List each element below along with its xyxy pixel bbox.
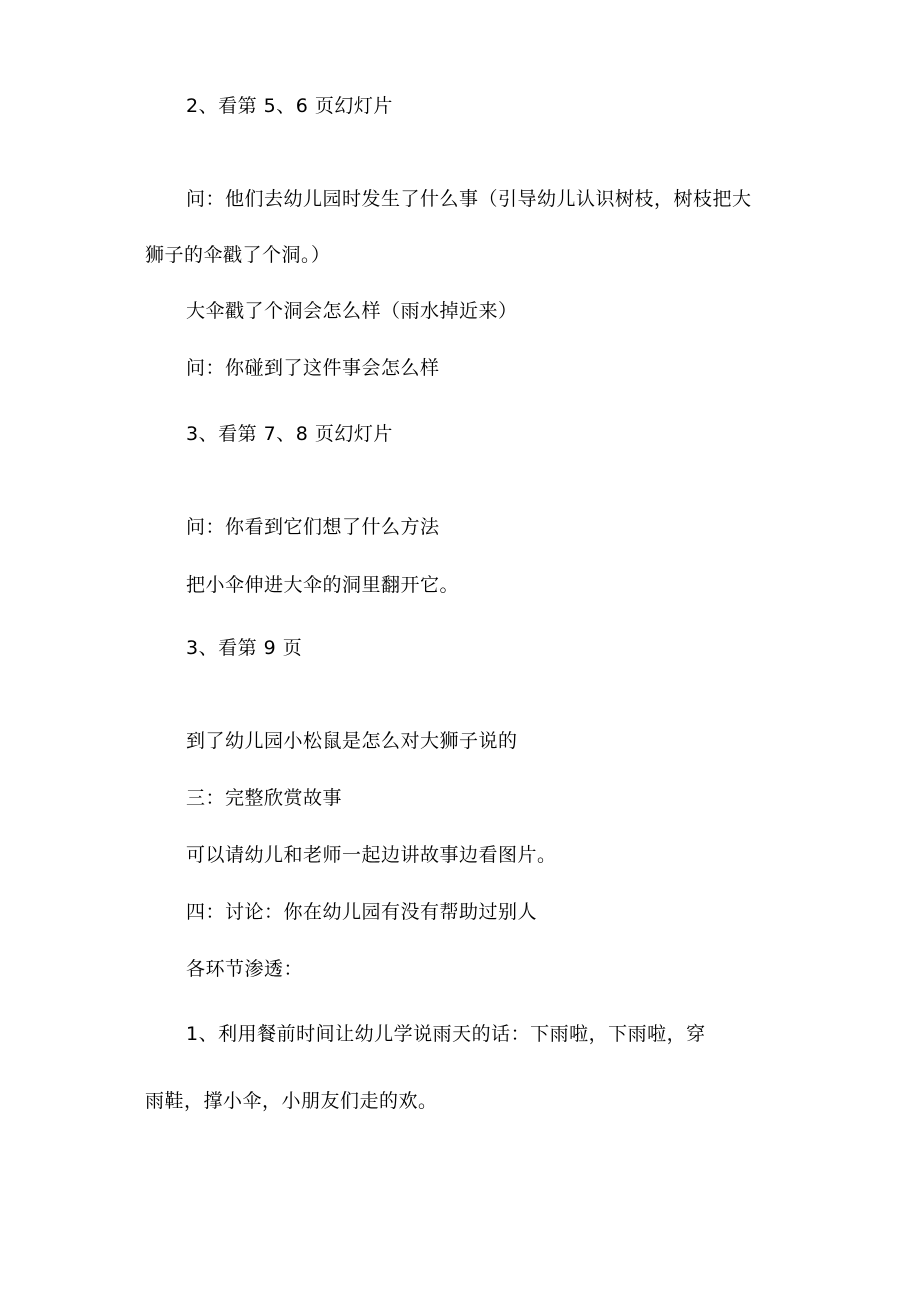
text-line-16: 雨鞋，撑小伞，小朋友们走的欢。 — [145, 1090, 438, 1112]
text-line-1: 2、看第 5、6 页幻灯片 — [186, 95, 393, 117]
text-line-7: 问：你看到它们想了什么方法 — [186, 516, 440, 538]
text-line-2: 问：他们去幼儿园时发生了什么事（引导幼儿认识树枝，树枝把大 — [186, 188, 752, 210]
text-line-4: 大伞戳了个洞会怎么样（雨水掉近来） — [186, 300, 518, 322]
text-line-3: 狮子的伞戳了个洞。） — [145, 244, 331, 266]
text-line-10: 到了幼儿园小松鼠是怎么对大狮子说的 — [186, 730, 518, 752]
text-line-5: 问：你碰到了这件事会怎么样 — [186, 357, 440, 379]
text-line-11: 三：完整欣赏故事 — [186, 787, 343, 809]
text-line-6: 3、看第 7、8 页幻灯片 — [186, 423, 393, 445]
text-line-9: 3、看第 9 页 — [186, 637, 303, 659]
text-line-13: 四：讨论：你在幼儿园有没有帮助过别人 — [186, 901, 538, 923]
text-line-14: 各环节渗透： — [186, 958, 304, 980]
text-line-8: 把小伞伸进大伞的洞里翻开它。 — [186, 574, 460, 596]
text-line-15: 1、利用餐前时间让幼儿学说雨天的话：下雨啦，下雨啦，穿 — [186, 1023, 706, 1045]
text-line-12: 可以请幼儿和老师一起边讲故事边看图片。 — [186, 844, 557, 866]
